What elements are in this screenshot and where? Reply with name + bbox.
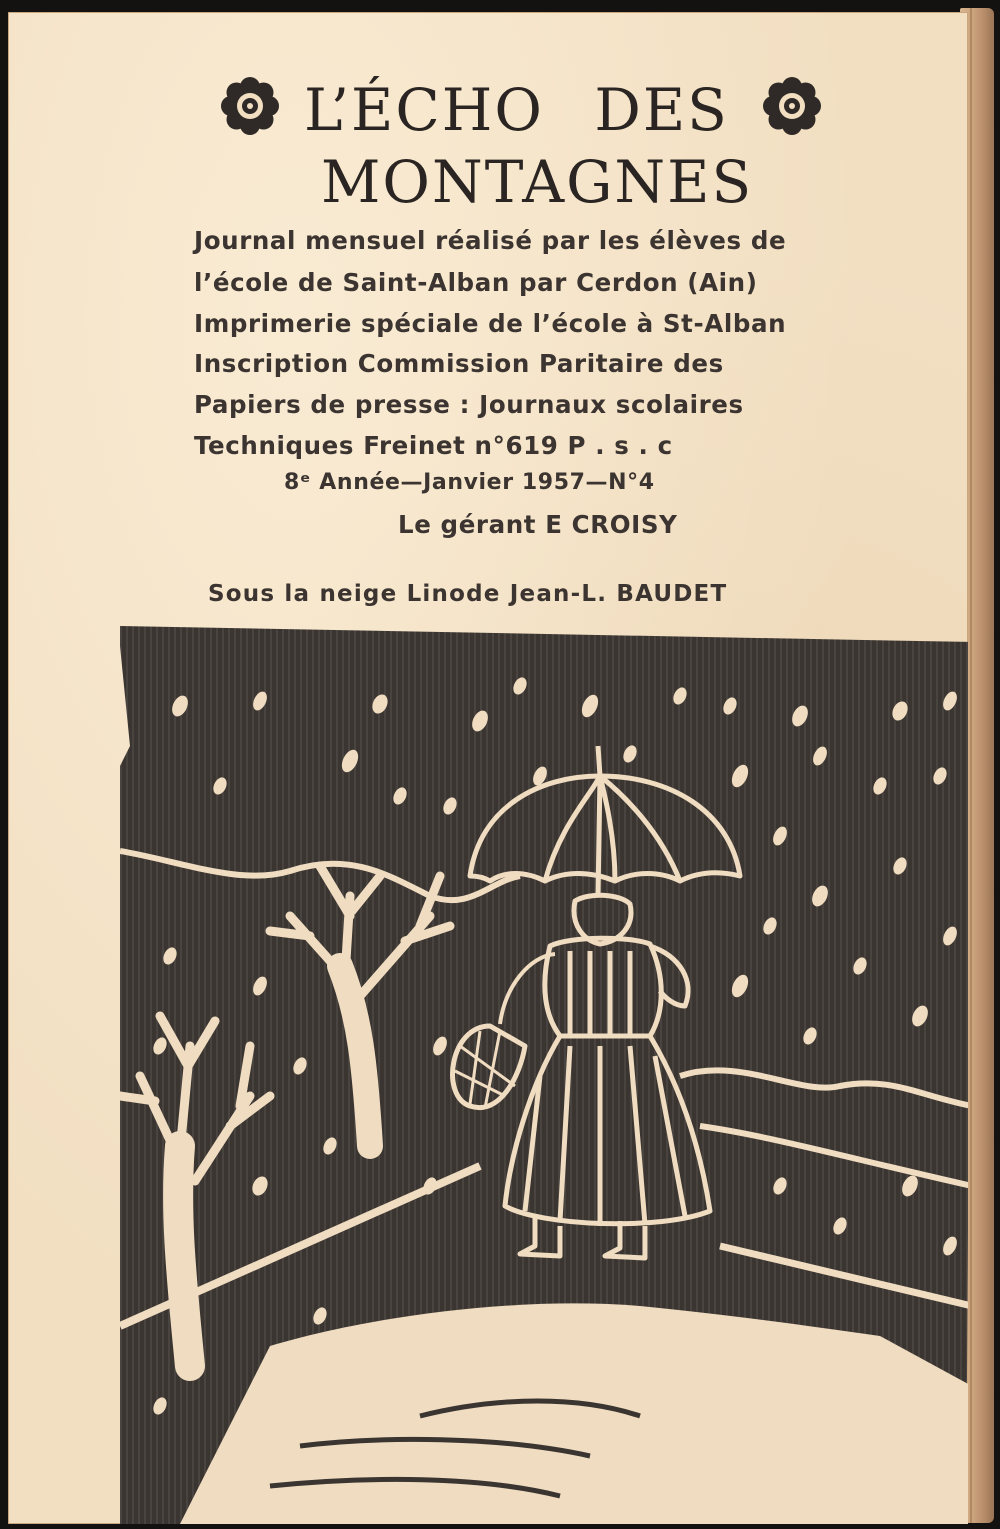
info-line: Inscription Commission Paritaire des [194,349,724,378]
info-line: Techniques Freinet n°619 P . s . c [194,431,673,460]
issue-line: 8ᵉ Année—Janvier 1957—N°4 [284,470,655,495]
illustration-caption: Sous la neige Linode Jean-L. BAUDET [208,581,728,607]
rosette-icon [218,74,282,138]
info-line: Papiers de presse : Journaux scolaires [194,390,744,419]
journal-title-line2: MONTAGNES [321,148,754,216]
journal-cover [8,12,968,1524]
journal-title-line1: L’ÉCHO DES [304,76,729,144]
info-line: Imprimerie spéciale de l’école à St-Alban [194,309,787,338]
rosette-icon [760,74,824,138]
linocut-illustration [120,626,968,1524]
info-line: l’école de Saint-Alban par Cerdon (Ain) [194,268,758,297]
info-line: Journal mensuel réalisé par les élèves de [194,226,787,255]
manager-line: Le gérant E CROISY [398,510,678,539]
